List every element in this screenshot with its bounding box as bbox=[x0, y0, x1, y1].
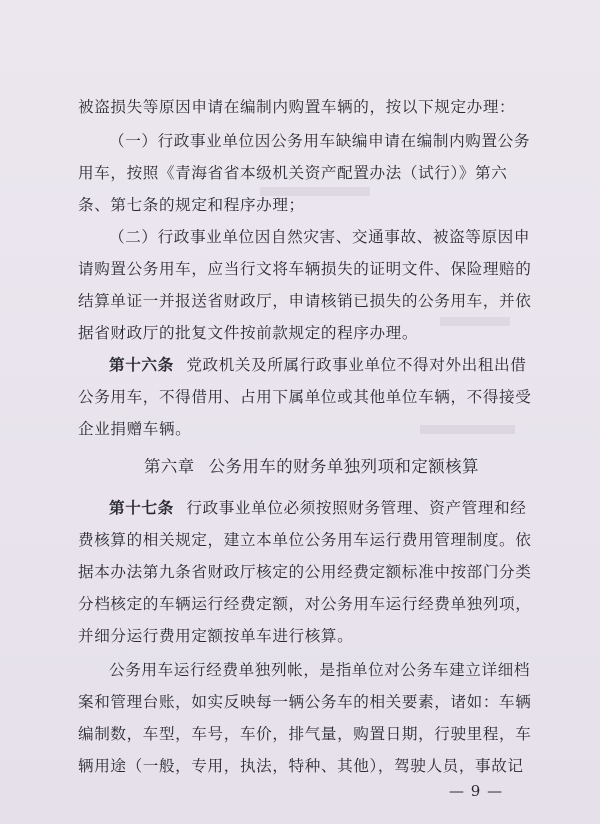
text-line: （一）行政事业单位因公务用车缺编申请在编制内购置公务 bbox=[109, 132, 531, 150]
text-line: 编制数，车型，车号，车价，排气量，购置日期，行驶里程，车 bbox=[78, 725, 532, 743]
article-17-line bbox=[109, 498, 527, 518]
text-line: 据省财政厅的批复文件按前款规定的程序办理。 bbox=[78, 324, 419, 342]
text-line: 用车，按照《青海省省本级机关资产配置办法（试行）》第六 bbox=[78, 164, 508, 182]
article-16-text: 党政机关及所属行政事业单位不得对外出租出借 bbox=[186, 356, 527, 374]
text-line: 请购置公务用车，应当行文将车辆损失的证明文件、保险理赔的 bbox=[78, 260, 532, 278]
text-line: （二）行政事业单位因自然灾害、交通事故、被盗等原因申 bbox=[109, 228, 531, 246]
article-17-text: 行政事业单位必须按照财务管理、资产管理和经 bbox=[186, 499, 527, 517]
text-line: 分档核定的车辆运行经费定额，对公务用车运行经费单独列项， bbox=[78, 595, 532, 613]
article-16-line bbox=[109, 355, 527, 375]
text-line: 被盗损失等原因申请在编制内购置车辆的，按以下规定办理： bbox=[78, 98, 516, 116]
article-16-label: 第十六条 bbox=[109, 355, 174, 374]
text-line: 企业捐赠车辆。 bbox=[78, 420, 192, 438]
text-line: 案和管理台账，如实反映每一辆公务车的相关要素，诸如：车辆 bbox=[78, 693, 532, 711]
text-line: 据本办法第九条省财政厅核定的公用经费定额标准中按部门分类 bbox=[78, 563, 532, 581]
text-line: 辆用途（一般，专用，执法，特种、其他），驾驶人员，事故记 bbox=[78, 757, 524, 775]
article-17-label: 第十七条 bbox=[109, 498, 174, 517]
text-line: 公务用车，不得借用、占用下属单位或其他单位车辆，不得接受 bbox=[78, 388, 532, 406]
text-line: 公务用车运行经费单独列帐，是指单位对公务车建立详细档 bbox=[109, 661, 531, 679]
chapter-title: 公务用车的财务单独列项和定额核算 bbox=[208, 457, 479, 476]
chapter-number: 第六章 bbox=[144, 457, 195, 476]
chapter-heading bbox=[144, 456, 479, 478]
text-line: 结算单证一并报送省财政厅，申请核销已损失的公务用车，并依 bbox=[78, 292, 532, 310]
text-line: 费核算的相关规定，建立本单位公务用车运行费用管理制度。依 bbox=[78, 531, 532, 549]
text-line: 条、第七条的规定和程序办理； bbox=[78, 196, 305, 214]
page-number: — 9 — bbox=[449, 782, 504, 800]
text-line: 并细分运行费用定额按单车进行核算。 bbox=[78, 627, 354, 645]
